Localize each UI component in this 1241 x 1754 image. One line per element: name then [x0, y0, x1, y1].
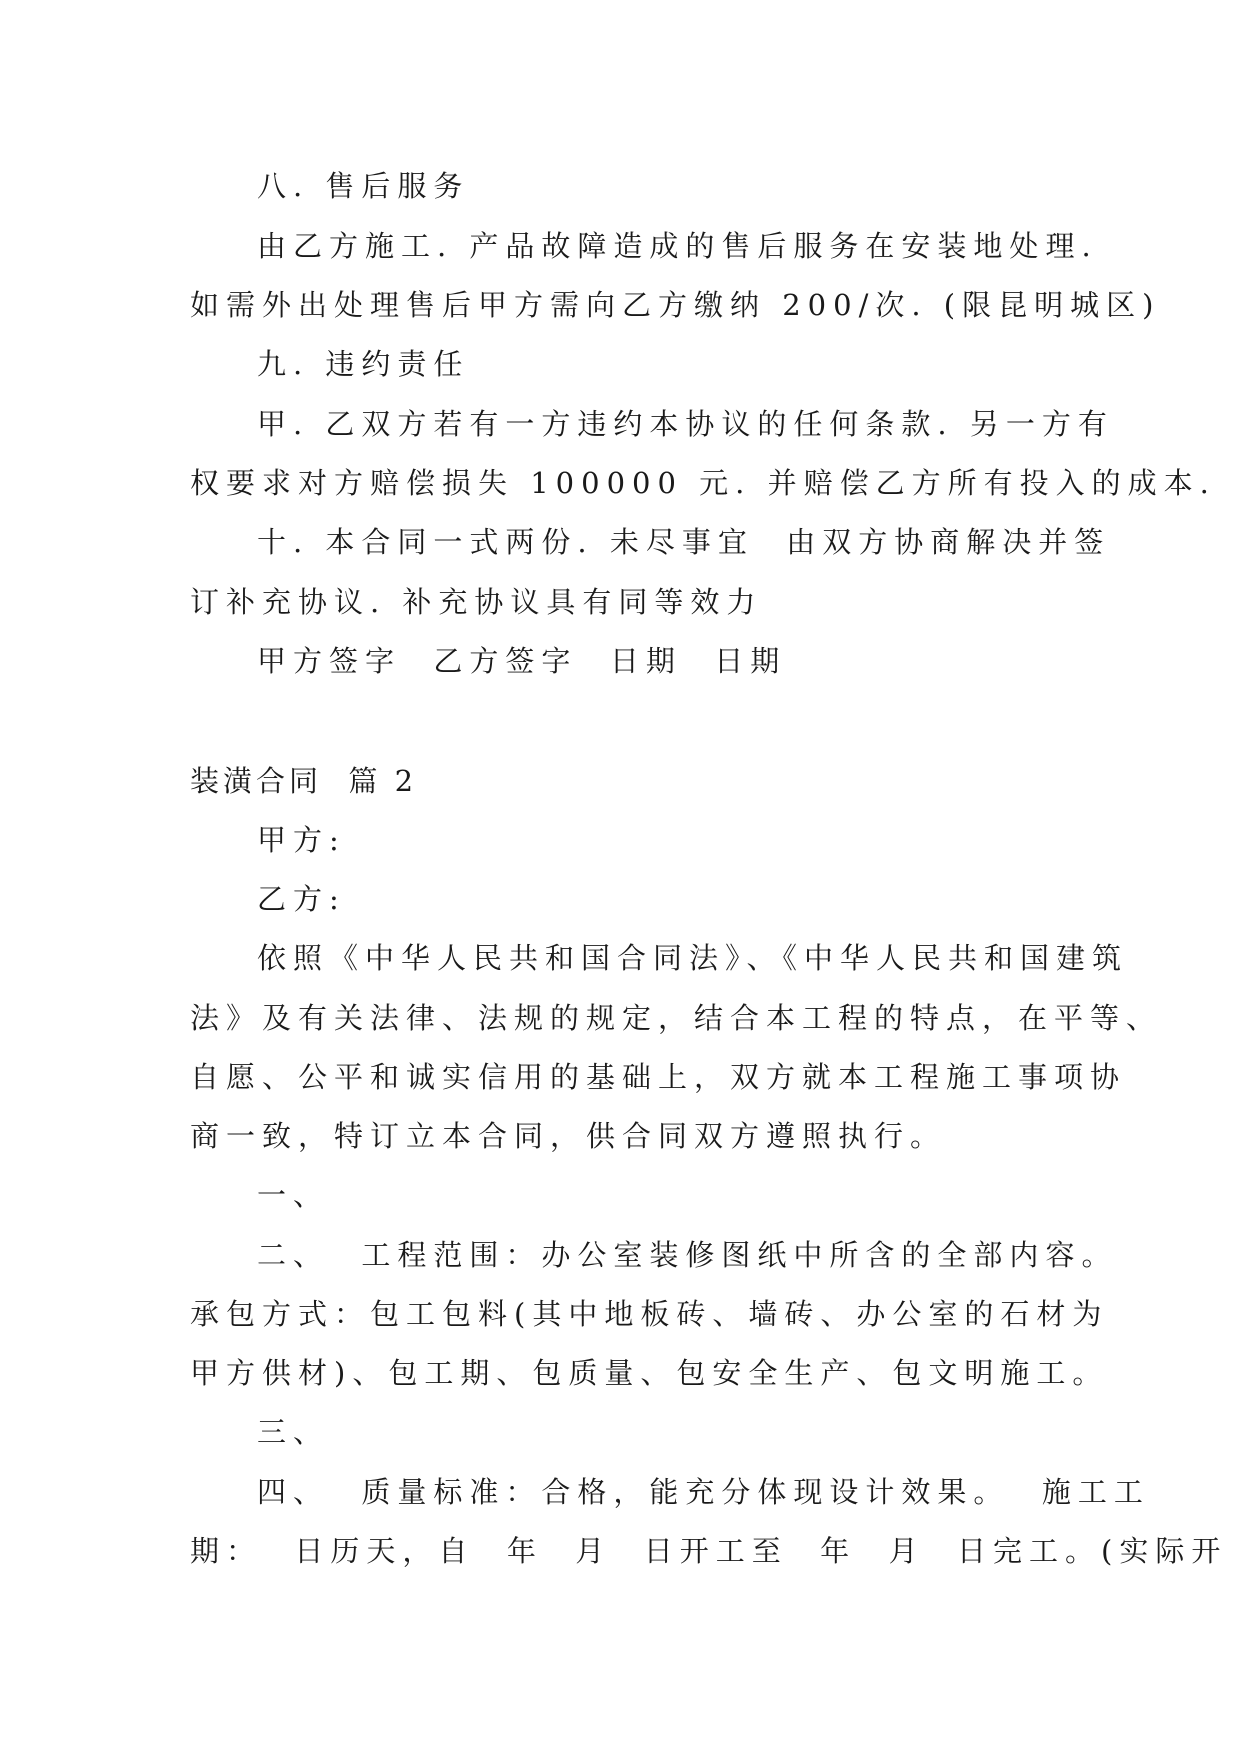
paragraph-line: 权要求对方赔偿损失 100000 元. 并赔偿乙方所有投入的成本. — [190, 466, 1216, 500]
paragraph-line: 期： 日历天，自 年 月 日开工至 年 月 日完工。(实际开 — [190, 1534, 1228, 1568]
section-heading-breach: 九. 违约责任 — [257, 347, 470, 381]
party-a-label: 甲方: — [257, 823, 346, 857]
paragraph-line: 由乙方施工. 产品故障造成的售后服务在安装地处理. — [257, 229, 1098, 263]
paragraph-line: 法》及有关法律、法规的规定，结合本工程的特点，在平等、 — [190, 1001, 1163, 1035]
section-heading-after-sales: 八. 售后服务 — [257, 169, 470, 203]
document-title: 装潢合同 篇 2 — [190, 764, 418, 798]
paragraph-line: 承包方式：包工包料(其中地板砖、墙砖、办公室的石材为 — [190, 1297, 1109, 1331]
paragraph-line: 十. 本合同一式两份. 未尽事宜 由双方协商解决并签 — [257, 525, 1111, 559]
section-number: 三、 — [257, 1415, 330, 1449]
paragraph-line: 甲. 乙双方若有一方违约本协议的任何条款. 另一方有 — [257, 407, 1114, 441]
paragraph-line: 商一致，特订立本合同，供合同双方遵照执行。 — [190, 1119, 947, 1153]
party-b-label: 乙方: — [257, 882, 346, 916]
section-number: 一、 — [257, 1178, 330, 1212]
paragraph-line: 如需外出处理售后甲方需向乙方缴纳 200/次. (限昆明城区) — [190, 288, 1161, 322]
paragraph-line: 甲方供材)、包工期、包质量、包安全生产、包文明施工。 — [190, 1356, 1109, 1390]
signature-line: 甲方签字 乙方签字 日期 日期 — [257, 644, 787, 678]
paragraph-line: 订补充协议. 补充协议具有同等效力 — [190, 585, 763, 619]
paragraph-line: 自愿、公平和诚实信用的基础上，双方就本工程施工事项协 — [190, 1060, 1127, 1094]
paragraph-line: 二、 工程范围：办公室装修图纸中所含的全部内容。 — [257, 1238, 1118, 1272]
paragraph-line: 依照《中华人民共和国合同法》、《中华人民共和国建筑 — [257, 941, 1129, 975]
paragraph-line: 四、 质量标准：合格，能充分体现设计效果。 施工工 — [257, 1475, 1150, 1509]
